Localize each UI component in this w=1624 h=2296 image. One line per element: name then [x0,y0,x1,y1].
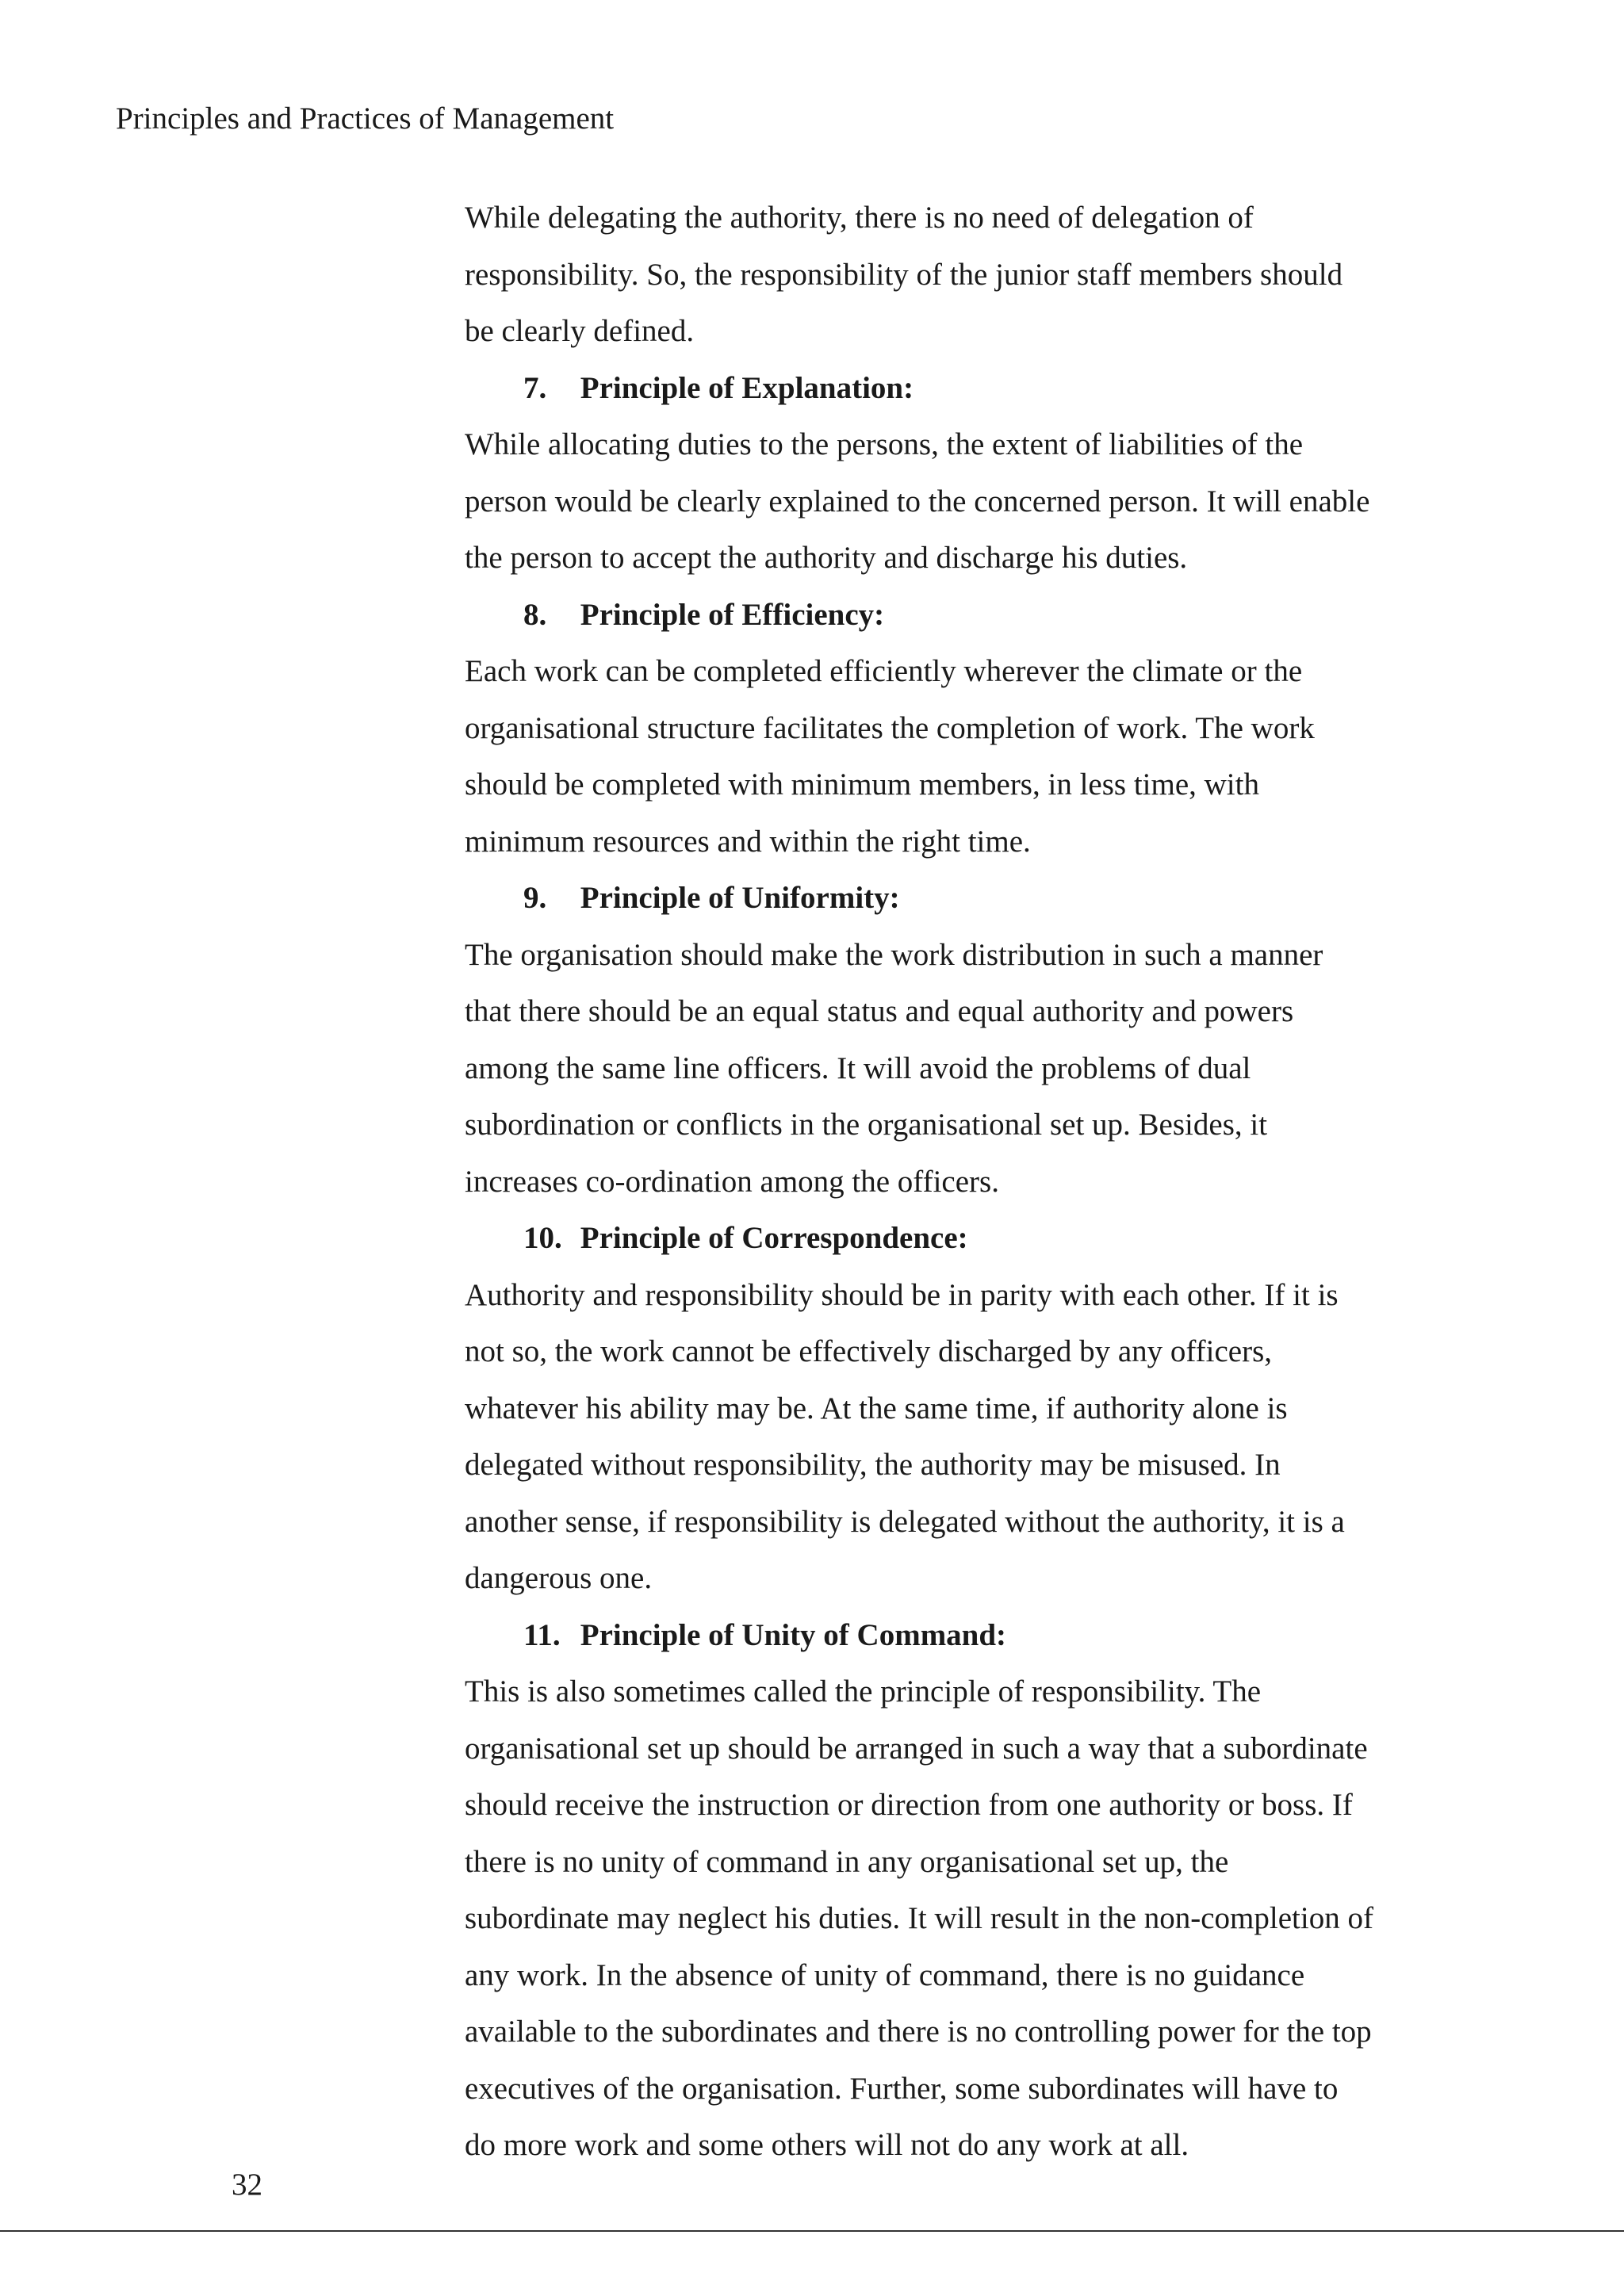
text-line: do more work and some others will not do any work at all. [465,2128,1189,2162]
text-line: This is also sometimes called the principle of responsibility. The [465,1674,1262,1709]
text-line: subordination or conflicts in the organisational set up. Besides, it [465,1108,1268,1142]
section-number: 11. [523,1617,561,1652]
section-principle-of-correspondence [465,1210,1464,1607]
page-body [465,189,1464,2174]
text-line: should be completed with minimum members, in less time, with [465,767,1259,802]
text-line: minimum resources and within the right time. [465,824,1031,859]
section-principle-of-unity-of-command [465,1607,1464,2174]
section-heading [465,1210,1464,1267]
text-line: The organisation should make the work distribution in such a manner [465,937,1323,972]
text-line: among the same line officers. It will avoid the problems of dual [465,1050,1251,1085]
text-line: be clearly defined. [465,314,695,348]
text-line: organisational set up should be arranged in such a way that a subordinate [465,1731,1368,1766]
text-line: While allocating duties to the persons, the extent of liabilities of the [465,427,1304,461]
text-line: organisational structure facilitates the completion of work. The work [465,710,1315,745]
text-line: there is no unity of command in any organisational set up, the [465,1844,1229,1879]
section-principle-of-uniformity [465,870,1464,1210]
section-number: 9. [523,881,547,915]
section-title: Principle of Uniformity: [580,881,900,915]
page-number: 32 [232,2168,262,2202]
section-principle-of-efficiency [465,587,1464,871]
text-line: While delegating the authority, there is no need of delegation of [465,201,1254,235]
section-title: Principle of Efficiency: [580,597,885,632]
section-number: 10. [523,1221,562,1255]
text-line: subordinate may neglect his duties. It will result in the non-completion of [465,1901,1373,1935]
text-line: dangerous one. [465,1561,653,1595]
section-principle-of-explanation [465,360,1464,587]
text-line: increases co-ordination among the officers. [465,1164,999,1199]
text-line: Each work can be completed efficiently wherever the climate or the [465,654,1303,688]
section-heading [465,870,1464,927]
section-heading [465,360,1464,417]
text-line: available to the subordinates and there is no controlling power for the top [465,2015,1372,2049]
section-number: 7. [523,370,547,405]
section-title: Principle of Explanation: [580,370,914,405]
text-line: responsibility. So, the responsibility of the junior staff members should [465,257,1343,292]
text-line: another sense, if responsibility is delegated without the authority, it is a [465,1504,1345,1539]
running-header: Principles and Practices of Management [116,101,615,136]
section-heading [465,1607,1464,1664]
text-line: delegated without responsibility, the authority may be misused. In [465,1448,1281,1482]
section-title: Principle of Correspondence: [580,1221,968,1255]
text-line: whatever his ability may be. At the same time, if authority alone is [465,1391,1288,1425]
text-line: that there should be an equal status and equal authority and powers [465,994,1294,1028]
section-title: Principle of Unity of Command: [580,1617,1007,1652]
text-line: should receive the instruction or direction from one authority or boss. If [465,1788,1353,1822]
footer-divider [0,2230,1624,2232]
text-line: executives of the organisation. Further, some subordinates will have to [465,2071,1339,2106]
text-line: not so, the work cannot be effectively discharged by any officers, [465,1334,1273,1368]
text-line: any work. In the absence of unity of command, there is no guidance [465,1957,1305,1992]
text-line: Authority and responsibility should be in parity with each other. If it is [465,1277,1339,1312]
text-line: the person to accept the authority and discharge his duties. [465,541,1188,575]
section-heading [465,587,1464,644]
section-number: 8. [523,597,547,632]
intro-paragraph [465,189,1464,360]
text-line: person would be clearly explained to the concerned person. It will enable [465,484,1370,519]
